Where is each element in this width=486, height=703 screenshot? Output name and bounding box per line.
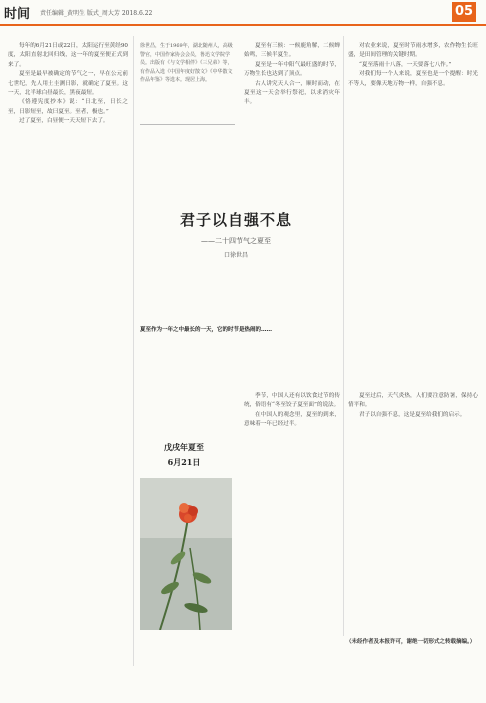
page-header <box>0 0 486 24</box>
paragraph: 夏至有三候：一候鹿角解，二候蝉始鸣，三候半夏生。 <box>244 43 340 59</box>
paragraph: 对农业来说，夏至时节雨水增多，农作物生长旺盛，是田间管理的关键时期。 <box>348 43 478 59</box>
paragraph: 古人讲究天人合一，顺时而动，在夏至这一天会举行祭祀，以求消灾年丰。 <box>244 80 340 106</box>
section-title: 时间 <box>4 7 31 22</box>
side-title-block <box>140 442 228 468</box>
column-4 <box>348 42 478 322</box>
column-divider <box>343 36 344 636</box>
article-author: 口徐世昌 <box>223 252 248 259</box>
paragraph: 对我们每一个人来说，夏至也是一个提醒：时光不等人，要像天地万物一样，自强不息。 <box>348 71 478 87</box>
paragraph: 夏至过后，天气炎热，人们要注意防暑，保持心情平和。 <box>348 393 478 409</box>
column-1 <box>8 42 128 662</box>
paragraph: “夏至落雨十八落，一天要落七八作。” <box>359 61 452 68</box>
side-title-line-2: 6月21日 <box>167 457 201 467</box>
editor-line: 责任编辑_黄明生 版式_周大芳 2018.6.22 <box>40 10 153 17</box>
paragraph: 季节，中国人还有以饮食过节的传统，俗语有“冬至饺子夏至面”的说法。 <box>244 393 340 409</box>
paragraph: 《恪遵宪度抄本》说：“日北至，日长之至，日影短至，故曰夏至。至者，极也。” <box>8 99 128 115</box>
side-title-line-1: 戊戌年夏至 <box>164 442 204 452</box>
paragraph: 夏至是一年中阳气最旺盛的时节，万物生长也达到了顶点。 <box>244 61 340 78</box>
flower-photo <box>140 478 232 630</box>
column-2 <box>244 42 340 192</box>
paragraph: 每年的6月21日或22日，太阳运行至黄经90度，太阳直射北回归线，这一年的夏至便正式到来了。 <box>8 43 128 68</box>
article-title-block <box>140 205 332 267</box>
article-title: 君子以自强不息 <box>179 211 292 229</box>
paragraph: 君子以自强不息，这是夏至给我们的启示。 <box>359 411 466 418</box>
paragraph: 在中国人的观念里，夏至的到来，意味着一年已经过半。 <box>244 411 340 428</box>
page-number-badge: 05 <box>452 2 476 22</box>
bio-divider <box>140 124 235 125</box>
header-rule <box>0 24 486 26</box>
article-subtitle: ——二十四节气之夏至 <box>201 237 271 245</box>
paragraph: 夏至是最早被确定的节气之一，早在公元前七世纪，先人用土圭测日影，就确定了夏至。这一天，北半球白昼最长，黑夜最短。 <box>8 71 128 97</box>
source-note: （未经作者及本报许可，谢绝一切形式之转载摘编。） <box>346 639 476 645</box>
article-lead: 夏至作为一年之中最长的一天，它的时节是热闹的…… <box>140 327 273 333</box>
paragraph: 过了夏至，白昼便一天天短下去了。 <box>19 118 109 125</box>
column-divider <box>133 36 134 666</box>
column-5 <box>348 392 478 632</box>
author-bio: 徐世昌，生于1969年，湖北随州人，高级警官，中国作家协会会员，鲁迅文学院学员。出版有《与文学相伴》《三兄弟》等，有作品入选《中国年度好散文》《中华散文作品年鉴》等选本。现居上海。 <box>140 43 233 84</box>
column-3 <box>244 392 340 662</box>
